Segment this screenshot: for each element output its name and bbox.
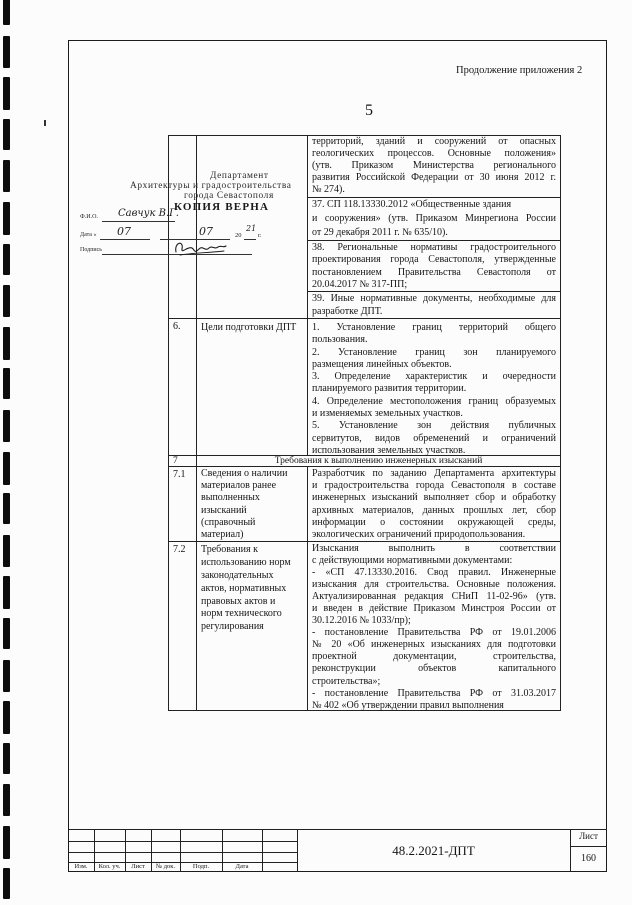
text-line: 4. Определение местоположения границ образуемых <box>312 395 556 407</box>
text-line: Разработчик по заданию Департамента архитектуры <box>312 468 556 479</box>
row-7-2-content <box>308 542 560 712</box>
text-line: использованию норм <box>201 556 291 568</box>
text-line: 20.04.2017 № 317-ПП; <box>312 278 408 290</box>
text-line: регулирования <box>201 621 264 633</box>
text-line: строительства»; <box>312 675 381 687</box>
row-7-2-name-cell <box>197 542 308 710</box>
text-line: и введен в действие Приказом Минстроя России от <box>312 603 556 615</box>
text-line: геологических процессов. Основные положения» <box>312 148 556 159</box>
binding-hole-mark <box>3 784 10 816</box>
text-line: норм технического <box>201 608 282 620</box>
date-day-underline <box>100 239 150 240</box>
text-line: - постановление Правительства РФ от 19.01.2006 <box>312 627 556 639</box>
binding-hole-mark <box>3 202 10 235</box>
row-6-content-cell <box>308 319 561 455</box>
text-line: архивных материалов, данных прошлых лет, сбор <box>312 504 556 516</box>
text-line: экологических ограничений природопользования. <box>312 528 526 540</box>
stamp-date-day: 07 <box>117 225 131 238</box>
text-line: постановлением Правительства Севастополя от <box>312 266 556 278</box>
normative-doc-37-block <box>308 198 560 241</box>
text-line: 30.12.2016 № 1033/пр); <box>312 615 411 627</box>
text-line: № 402 «Об утверждении правил выполнения <box>312 699 504 711</box>
stamp-fio-label: Ф.И.О. <box>80 214 98 220</box>
date-year-underline <box>244 239 256 240</box>
text-line: и сооружения» (утв. Приказом Минрегиона России <box>312 213 556 224</box>
row-7-2-content-cell <box>308 542 561 710</box>
row-7-1-content-cell <box>308 467 561 541</box>
stamp-signature-label: Подпись <box>80 247 103 253</box>
row-7-heading: Требования к выполнению инженерных изысканий <box>197 456 561 466</box>
text-line: планируемого развития территории. <box>312 383 467 395</box>
stamp-date-month: 07 <box>199 225 213 238</box>
binding-hole-mark <box>3 868 10 899</box>
row-7-1-number: 7.1 <box>169 467 197 541</box>
normative-doc-38-block <box>308 241 560 292</box>
binding-hole-mark <box>3 410 10 442</box>
label-data: Дата <box>235 863 249 870</box>
text-line: выполненных <box>201 492 260 504</box>
label-n-dok: № док. <box>155 863 176 870</box>
text-line: 3. Определение характеристик и очередности <box>312 371 556 383</box>
text-line: 1. Установление границ территорий общего <box>312 322 556 333</box>
text-line: Актуализированная редакция СНиП 11-02-96» (утв. <box>312 591 556 603</box>
text-line: проектирования города Севастополя, утвержденные <box>312 254 556 266</box>
text-line: Требования к <box>201 544 258 555</box>
row-7-2-number: 7.2 <box>169 542 197 710</box>
row-7-1-name <box>197 467 307 541</box>
row-6-name-cell <box>197 319 308 455</box>
text-line: с действующими нормативными документами: <box>312 555 513 567</box>
stamp-fio-handwritten: Савчук В.Г. <box>118 208 179 219</box>
row-6-name: Цели подготовки ДПТ <box>201 322 297 333</box>
text-line: (утв. Приказом Министерства регионального <box>312 160 556 171</box>
text-line: изыскания для строительства. Основные положения. <box>312 579 556 591</box>
text-line: реконструкции объектов капитального <box>312 663 556 675</box>
text-line: 39. Иные нормативные документы, необходимые для <box>312 293 556 304</box>
text-line: 5. Установление зон действия публичных <box>312 420 556 432</box>
text-line: проектной документации, строительства, <box>312 651 556 663</box>
text-line: - постановление Правительства РФ от 31.03.2017 <box>312 687 556 699</box>
sheet-number: 160 <box>581 853 596 864</box>
binding-hole-mark <box>3 36 10 68</box>
text-line: информации о состоянии окружающей среды, <box>312 516 556 528</box>
handwritten-signature <box>170 236 230 258</box>
stamp-city: города Севастополя <box>184 191 274 201</box>
text-line: 37. СП 118.13330.2012 «Общественные здания <box>312 199 512 210</box>
text-line: правовых актов и <box>201 595 276 607</box>
table-row-7 <box>168 456 561 467</box>
stamp-date-unit: г. <box>258 232 262 239</box>
binding-hole-mark <box>3 493 10 524</box>
scan-mark <box>44 120 46 126</box>
text-line: развития Российской Федерации от 30 июня 2012 г. <box>312 172 556 183</box>
row-7-number: 7 <box>169 456 197 466</box>
text-line: и градостроительства города Севастополя в составе <box>312 480 556 492</box>
text-line: Изыскания выполнить в соответствии <box>312 543 556 554</box>
table-row-6 <box>168 319 561 456</box>
text-line: № 274). <box>312 184 345 195</box>
text-line: актов, нормативных <box>201 582 287 594</box>
text-line: № 20 «Об инженерных изысканиях для подготовки <box>312 639 556 651</box>
text-line: сервитутов, видов обременений и ограничений <box>312 432 556 444</box>
stamp-department: Департамент <box>210 171 269 181</box>
text-line: материал) <box>201 528 244 540</box>
label-list: Лист <box>131 863 145 870</box>
document-designation: 48.2.2021-ДПТ <box>392 843 475 858</box>
table-row-7-1 <box>168 467 561 542</box>
normative-doc-36-block <box>308 136 560 198</box>
title-block-divider <box>262 829 263 872</box>
binding-hole-mark <box>3 244 10 275</box>
table-row-7-2 <box>168 542 561 711</box>
fio-underline <box>102 221 175 222</box>
binding-hole-mark <box>3 368 10 399</box>
row-7-2-name <box>197 542 307 634</box>
label-podp: Подп. <box>192 863 210 870</box>
binding-hole-mark <box>3 660 10 692</box>
binding-hole-mark <box>3 285 10 317</box>
text-line: изысканий <box>201 504 247 516</box>
row-6-number: 6. <box>169 319 197 455</box>
text-line: размещения линейных объектов. <box>312 358 452 370</box>
normative-doc-39-block <box>308 292 560 319</box>
binding-hole-mark <box>3 160 10 192</box>
binding-hole-mark <box>3 327 10 360</box>
row-7-1-content <box>308 467 560 541</box>
text-line: Сведения о наличии <box>201 468 288 479</box>
stamp-certified-copy: КОПИЯ ВЕРНА <box>174 201 270 213</box>
binding-hole-mark <box>3 826 10 859</box>
stamp-date-year-suffix: 21 <box>246 224 257 233</box>
text-line: 2. Установление границ зон планируемого <box>312 346 556 358</box>
table-row-continuation <box>168 135 561 319</box>
label-kol-uch: Кол. уч. <box>98 863 121 870</box>
binding-hole-mark <box>3 701 10 734</box>
page-number: 5 <box>365 102 373 119</box>
binding-hole-mark <box>3 535 10 567</box>
continuation-note: Продолжение приложения 2 <box>456 65 583 76</box>
text-line: от 29 декабря 2011 г. № 635/10). <box>312 227 448 238</box>
text-line: инженерных изысканий выполняет сбор и обработку <box>312 492 556 504</box>
text-line: и изменяемых земельных участков. <box>312 408 463 420</box>
binding-hole-mark <box>3 452 10 485</box>
title-block-top-border <box>68 829 607 830</box>
binding-hole-mark <box>3 743 10 774</box>
label-izm: Изм. <box>74 863 88 870</box>
text-line: разработке ДПТ. <box>312 305 383 317</box>
title-block-sheet-rule <box>570 846 607 847</box>
continuation-number-cell <box>169 136 197 318</box>
text-line: законодательных <box>201 569 274 581</box>
binding-hole-mark <box>3 0 10 25</box>
text-line: территорий, зданий и сооружений от опасных <box>312 136 556 147</box>
stamp-date-label: Дата « <box>80 232 97 238</box>
text-line: использования земельных участков. <box>312 444 466 456</box>
stamp-department-full: Архитектуры и градостроительства <box>130 181 292 191</box>
text-line: - «СП 47.13330.2016. Свод правил. Инженерные <box>312 567 556 579</box>
binding-hole-mark <box>3 119 10 150</box>
sheet-label: Лист <box>579 831 598 841</box>
text-line: пользования. <box>312 334 368 346</box>
text-line: (справочный <box>201 516 256 528</box>
continuation-content-cell <box>308 136 561 318</box>
binding-hole-mark <box>3 77 10 110</box>
binding-hole-mark <box>3 618 10 649</box>
stamp-date-year-prefix: 20 <box>235 232 242 239</box>
row-7-1-name-cell <box>197 467 308 541</box>
binding-hole-mark <box>3 576 10 609</box>
text-line: 38. Региональные нормативы градостроительного <box>312 242 556 253</box>
row-6-goals-list <box>308 319 560 457</box>
text-line: материалов ранее <box>201 480 277 492</box>
